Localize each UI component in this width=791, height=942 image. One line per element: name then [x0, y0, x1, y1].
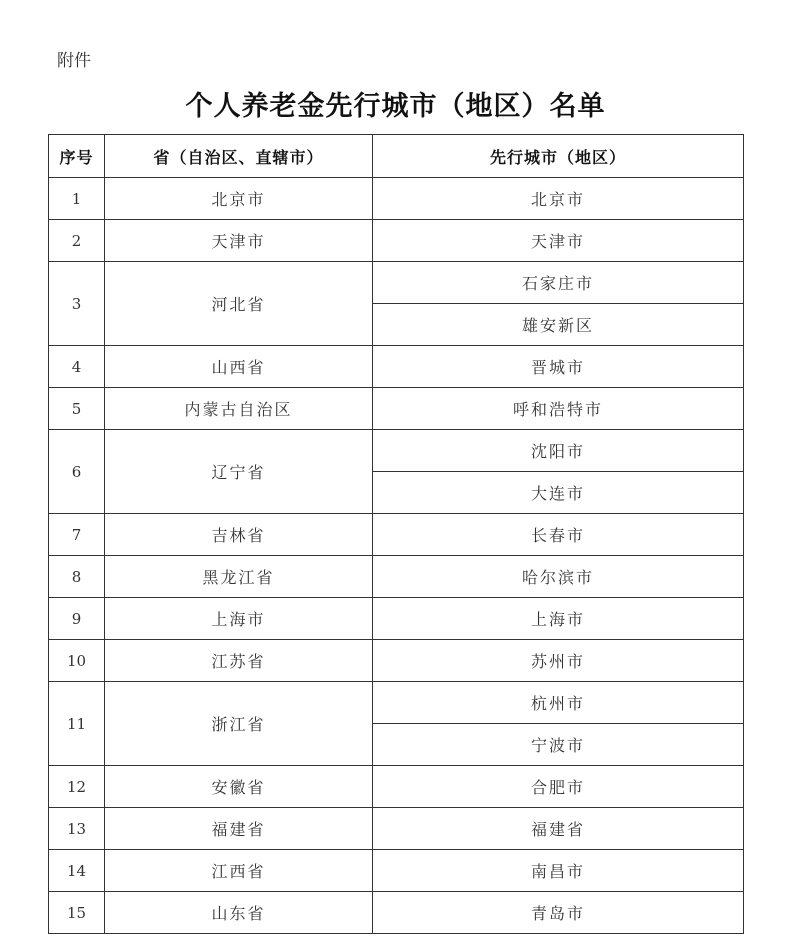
row-province: 辽宁省 [105, 430, 373, 514]
row-pilot-city: 沈阳市 [373, 430, 744, 472]
row-province: 山东省 [105, 892, 373, 934]
row-serial-number: 7 [49, 514, 105, 556]
row-province: 安徽省 [105, 766, 373, 808]
row-province: 山西省 [105, 346, 373, 388]
row-pilot-city: 合肥市 [373, 766, 744, 808]
table-body [49, 178, 744, 934]
row-pilot-city: 晋城市 [373, 346, 744, 388]
row-serial-number: 15 [49, 892, 105, 934]
row-serial-number: 2 [49, 220, 105, 262]
table-row [49, 850, 744, 892]
table-header-row [49, 135, 744, 178]
row-serial-number: 6 [49, 430, 105, 514]
attachment-label: 附件 [57, 51, 91, 71]
table-row [49, 640, 744, 682]
header-province: 省（自治区、直辖市） [105, 135, 373, 178]
table-row [49, 388, 744, 430]
row-province: 江西省 [105, 850, 373, 892]
document-title: 个人养老金先行城市（地区）名单 [185, 91, 606, 122]
row-serial-number: 14 [49, 850, 105, 892]
header-pilot-city: 先行城市（地区） [373, 135, 744, 178]
row-pilot-city: 宁波市 [373, 724, 744, 766]
header-serial-number: 序号 [49, 135, 105, 178]
table-row [49, 598, 744, 640]
row-pilot-city: 青岛市 [373, 892, 744, 934]
table-row [49, 808, 744, 850]
table-row [49, 178, 744, 220]
table-row [49, 262, 744, 304]
row-pilot-city: 天津市 [373, 220, 744, 262]
row-pilot-city: 大连市 [373, 472, 744, 514]
row-pilot-city: 南昌市 [373, 850, 744, 892]
row-pilot-city: 杭州市 [373, 682, 744, 724]
row-province: 上海市 [105, 598, 373, 640]
row-province: 黑龙江省 [105, 556, 373, 598]
row-serial-number: 9 [49, 598, 105, 640]
table-row [49, 346, 744, 388]
row-pilot-city: 雄安新区 [373, 304, 744, 346]
row-pilot-city: 苏州市 [373, 640, 744, 682]
row-serial-number: 13 [49, 808, 105, 850]
row-pilot-city: 上海市 [373, 598, 744, 640]
row-pilot-city: 福建省 [373, 808, 744, 850]
table-row [49, 220, 744, 262]
row-pilot-city: 北京市 [373, 178, 744, 220]
row-province: 吉林省 [105, 514, 373, 556]
row-serial-number: 12 [49, 766, 105, 808]
row-pilot-city: 哈尔滨市 [373, 556, 744, 598]
row-province: 福建省 [105, 808, 373, 850]
table-row [49, 766, 744, 808]
row-province: 北京市 [105, 178, 373, 220]
row-serial-number: 5 [49, 388, 105, 430]
row-province: 内蒙古自治区 [105, 388, 373, 430]
row-serial-number: 10 [49, 640, 105, 682]
row-pilot-city: 长春市 [373, 514, 744, 556]
table-row [49, 430, 744, 472]
row-province: 天津市 [105, 220, 373, 262]
row-serial-number: 11 [49, 682, 105, 766]
row-province: 江苏省 [105, 640, 373, 682]
row-serial-number: 4 [49, 346, 105, 388]
table-row [49, 556, 744, 598]
row-pilot-city: 呼和浩特市 [373, 388, 744, 430]
row-serial-number: 3 [49, 262, 105, 346]
row-serial-number: 8 [49, 556, 105, 598]
pilot-cities-table [48, 134, 744, 934]
row-province: 浙江省 [105, 682, 373, 766]
table-row [49, 892, 744, 934]
row-serial-number: 1 [49, 178, 105, 220]
table-row [49, 514, 744, 556]
row-province: 河北省 [105, 262, 373, 346]
row-pilot-city: 石家庄市 [373, 262, 744, 304]
table-row [49, 682, 744, 724]
